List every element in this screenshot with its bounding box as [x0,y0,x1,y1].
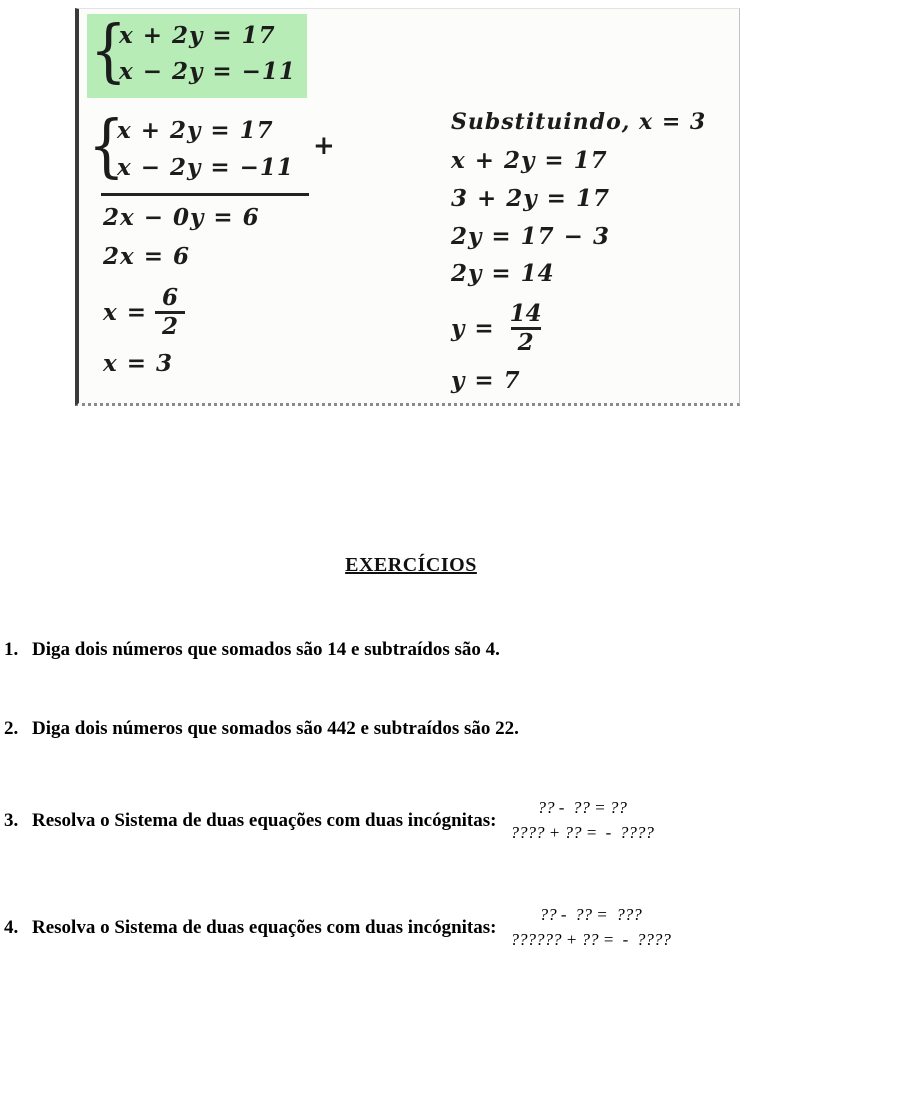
equation-line: ?? - ?? = ??? [539,905,642,924]
equation-line: 3 + 2y = 17 [451,185,610,212]
equation-line: x = 3 [103,350,174,377]
exercise-number: 3. [4,809,19,831]
fraction-denominator: 2 [511,327,541,356]
substitution-title: Substituindo, x = 3 [451,109,707,135]
worked-example-image [75,8,740,406]
fraction-numerator: 14 [509,300,542,327]
highlighted-system-box [87,10,307,98]
equation-lhs: y = [451,315,495,343]
equation-line: 2x = 6 [103,243,191,270]
system-brace: { [88,105,125,186]
fraction [503,301,549,357]
y-fraction-row [451,301,549,357]
exercise-item-1 [4,639,500,661]
sum-rule [101,193,309,196]
fraction-denominator: 2 [155,311,185,340]
equation-line: y = 7 [451,367,521,394]
exercise-number: 1. [4,639,19,660]
equation-line: ?????? + ?? = - ???? [510,929,671,949]
equation-line: x − 2y = −11 [117,154,294,181]
exercise-item-2 [4,718,519,740]
exercise-text: Diga dois números que somados são 442 e subtraídos são 22. [32,718,519,739]
equation-line: 2y = 14 [451,260,555,287]
exercise-text: Resolva o Sistema de duas equações com duas incógnitas: [32,809,497,831]
exercise-text: Diga dois números que somados são 14 e subtraídos são 4. [32,639,500,660]
exercises-heading-text: EXERCÍCIOS [345,554,477,576]
x-fraction-row [103,285,185,341]
equation-line: ???? + ?? = - ???? [510,822,654,842]
equation-line: 2y = 17 − 3 [451,223,610,250]
plus-sign: + [313,131,336,161]
system-brace: { [90,10,127,91]
exercise-item-4 [4,903,671,952]
exercise-item-3 [4,796,654,845]
equation-line: 2x − 0y = 6 [103,204,260,231]
equation-line: x + 2y = 17 [119,22,276,49]
exercises-heading [0,554,822,577]
equation-line: ?? - ?? = ?? [537,798,627,817]
equation-line: x + 2y = 17 [117,117,274,144]
fraction [155,285,185,341]
exercise-number: 2. [4,718,19,739]
exercise-equation-system [510,796,653,845]
fraction-numerator: 6 [162,284,179,311]
exercise-text: Resolva o Sistema de duas equações com duas incógnitas: [32,916,497,938]
exercise-equation-system [510,903,670,952]
equation-line: x + 2y = 17 [451,147,608,174]
equation-lhs: x = [103,299,147,327]
equation-line: x − 2y = −11 [119,58,296,85]
exercise-number: 4. [4,916,19,938]
